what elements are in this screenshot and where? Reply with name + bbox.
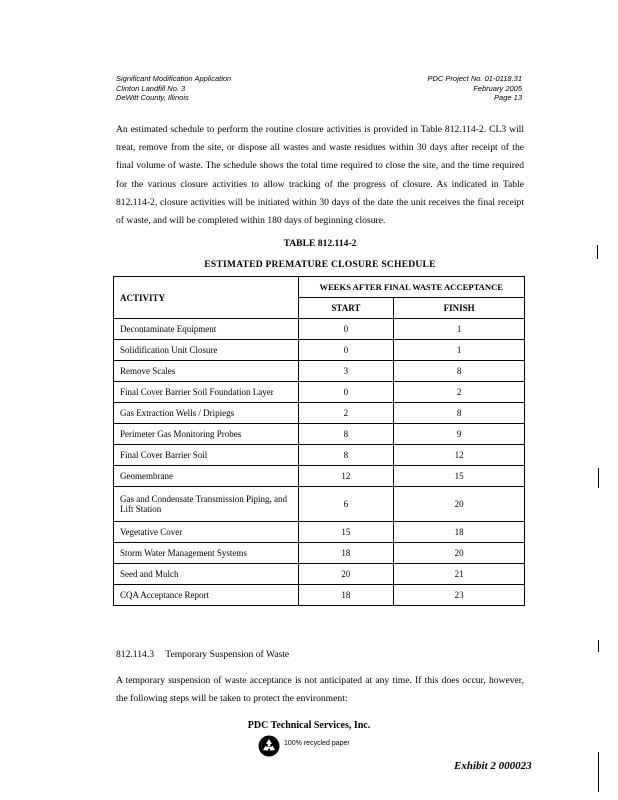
start-cell: 8: [298, 445, 394, 466]
finish-cell: 1: [394, 319, 525, 340]
activity-cell: Geomembrane: [114, 466, 299, 487]
scan-mark: [598, 640, 599, 652]
finish-cell: 21: [394, 564, 525, 585]
activity-cell: Perimeter Gas Monitoring Probes: [114, 424, 299, 445]
table-row: [114, 340, 525, 361]
table-row: [114, 424, 525, 445]
activity-cell: CQA Acceptance Report: [114, 585, 299, 606]
table-row: [114, 543, 525, 564]
start-cell: 3: [298, 361, 394, 382]
table-number: TABLE 812.114-2: [283, 238, 357, 249]
finish-column-header: FINISH: [394, 298, 525, 319]
scan-mark: [597, 245, 598, 259]
finish-cell: 15: [394, 466, 525, 487]
table-row: [114, 361, 525, 382]
start-cell: 0: [298, 340, 394, 361]
table-row: [114, 319, 525, 340]
activity-cell: Solidification Unit Closure: [114, 340, 299, 361]
finish-cell: 20: [394, 543, 525, 564]
activity-cell: Seed and Mulch: [114, 564, 299, 585]
finish-cell: 23: [394, 585, 525, 606]
scan-mark: [598, 752, 599, 792]
finish-cell: 8: [394, 361, 525, 382]
finish-cell: 9: [394, 424, 525, 445]
weeks-group-header: WEEKS AFTER FINAL WASTE ACCEPTANCE: [298, 277, 524, 298]
table-row: [114, 522, 525, 543]
exhibit-number: Exhibit 2 000023: [454, 760, 532, 772]
activity-cell: Final Cover Barrier Soil: [114, 445, 299, 466]
activity-cell: Gas and Condensate Transmission Piping, and Lift Station: [114, 487, 299, 522]
start-cell: 18: [298, 543, 394, 564]
scan-mark: [598, 468, 599, 488]
company-name: PDC Technical Services, Inc.: [247, 720, 371, 731]
table-row: [114, 445, 525, 466]
start-cell: 8: [298, 424, 394, 445]
start-cell: 18: [298, 585, 394, 606]
recycled-paper-note: 100% recycled paper: [284, 740, 350, 747]
header-document-title: Significant Modification Application: [116, 74, 232, 83]
header-date: February 2005: [473, 83, 522, 93]
activity-column-header: ACTIVITY: [114, 277, 299, 319]
activity-cell: Storm Water Management Systems: [114, 543, 299, 564]
start-column-header: START: [298, 298, 394, 319]
table-row: [114, 487, 525, 522]
section-number: 812.114.3: [116, 649, 155, 660]
finish-cell: 8: [394, 403, 525, 424]
finish-cell: 12: [394, 445, 525, 466]
header-right: [428, 74, 523, 103]
section-title: Temporary Suspension of Waste: [165, 649, 290, 660]
start-cell: 15: [298, 522, 394, 543]
table-row: [114, 382, 525, 403]
table-row: [114, 466, 525, 487]
finish-cell: 1: [394, 340, 525, 361]
finish-cell: 20: [394, 487, 525, 522]
header-project-number: PDC Project No. 01-0118.31: [427, 74, 522, 83]
activity-cell: Vegetative Cover: [114, 522, 299, 543]
table-row: [114, 403, 525, 424]
start-cell: 20: [298, 564, 394, 585]
finish-cell: 2: [394, 382, 525, 403]
closure-schedule-table: [113, 276, 525, 606]
header-page-number: Page 13: [494, 93, 522, 102]
recycle-icon: [258, 735, 280, 757]
table-row: [114, 585, 525, 606]
table-row: [114, 564, 525, 585]
start-cell: 0: [298, 382, 394, 403]
activity-cell: Final Cover Barrier Soil Foundation Layer: [114, 382, 299, 403]
activity-cell: Gas Extraction Wells / Dripiegs: [114, 403, 299, 424]
activity-cell: Decontaminate Equipment: [114, 319, 299, 340]
start-cell: 6: [298, 487, 394, 522]
header-facility: Clinton Landfill No. 3: [116, 83, 186, 93]
intro-paragraph: An estimated schedule to perform the routine closure activities is provided in Table 812.114-2. CL3 will treat, remove from the site, or dispose all wastes and waste residues within 30 days after receipt of the final volume of waste. The schedule shows the total time required to close the site, and the time required for the various closure activities to allow tracking of the progress of closure. As indicated in Table 812.114-2, closure activities will be initiated within 30 days of the date the unit receives the final receipt of waste, and will be completed within 180 days of beginning closure.: [116, 124, 524, 227]
start-cell: 12: [298, 466, 394, 487]
finish-cell: 18: [394, 522, 525, 543]
header-left: [116, 74, 231, 103]
activity-cell: Remove Scales: [114, 361, 299, 382]
start-cell: 0: [298, 319, 394, 340]
start-cell: 2: [298, 403, 394, 424]
section-heading: [116, 649, 289, 660]
section-paragraph: A temporary suspension of waste acceptance is not anticipated at any time. If this does occur, however, the following steps will be taken to protect the environment:: [116, 675, 524, 705]
table-title: ESTIMATED PREMATURE CLOSURE SCHEDULE: [204, 259, 436, 270]
header-county: DeWitt County, Illinois: [116, 93, 189, 102]
